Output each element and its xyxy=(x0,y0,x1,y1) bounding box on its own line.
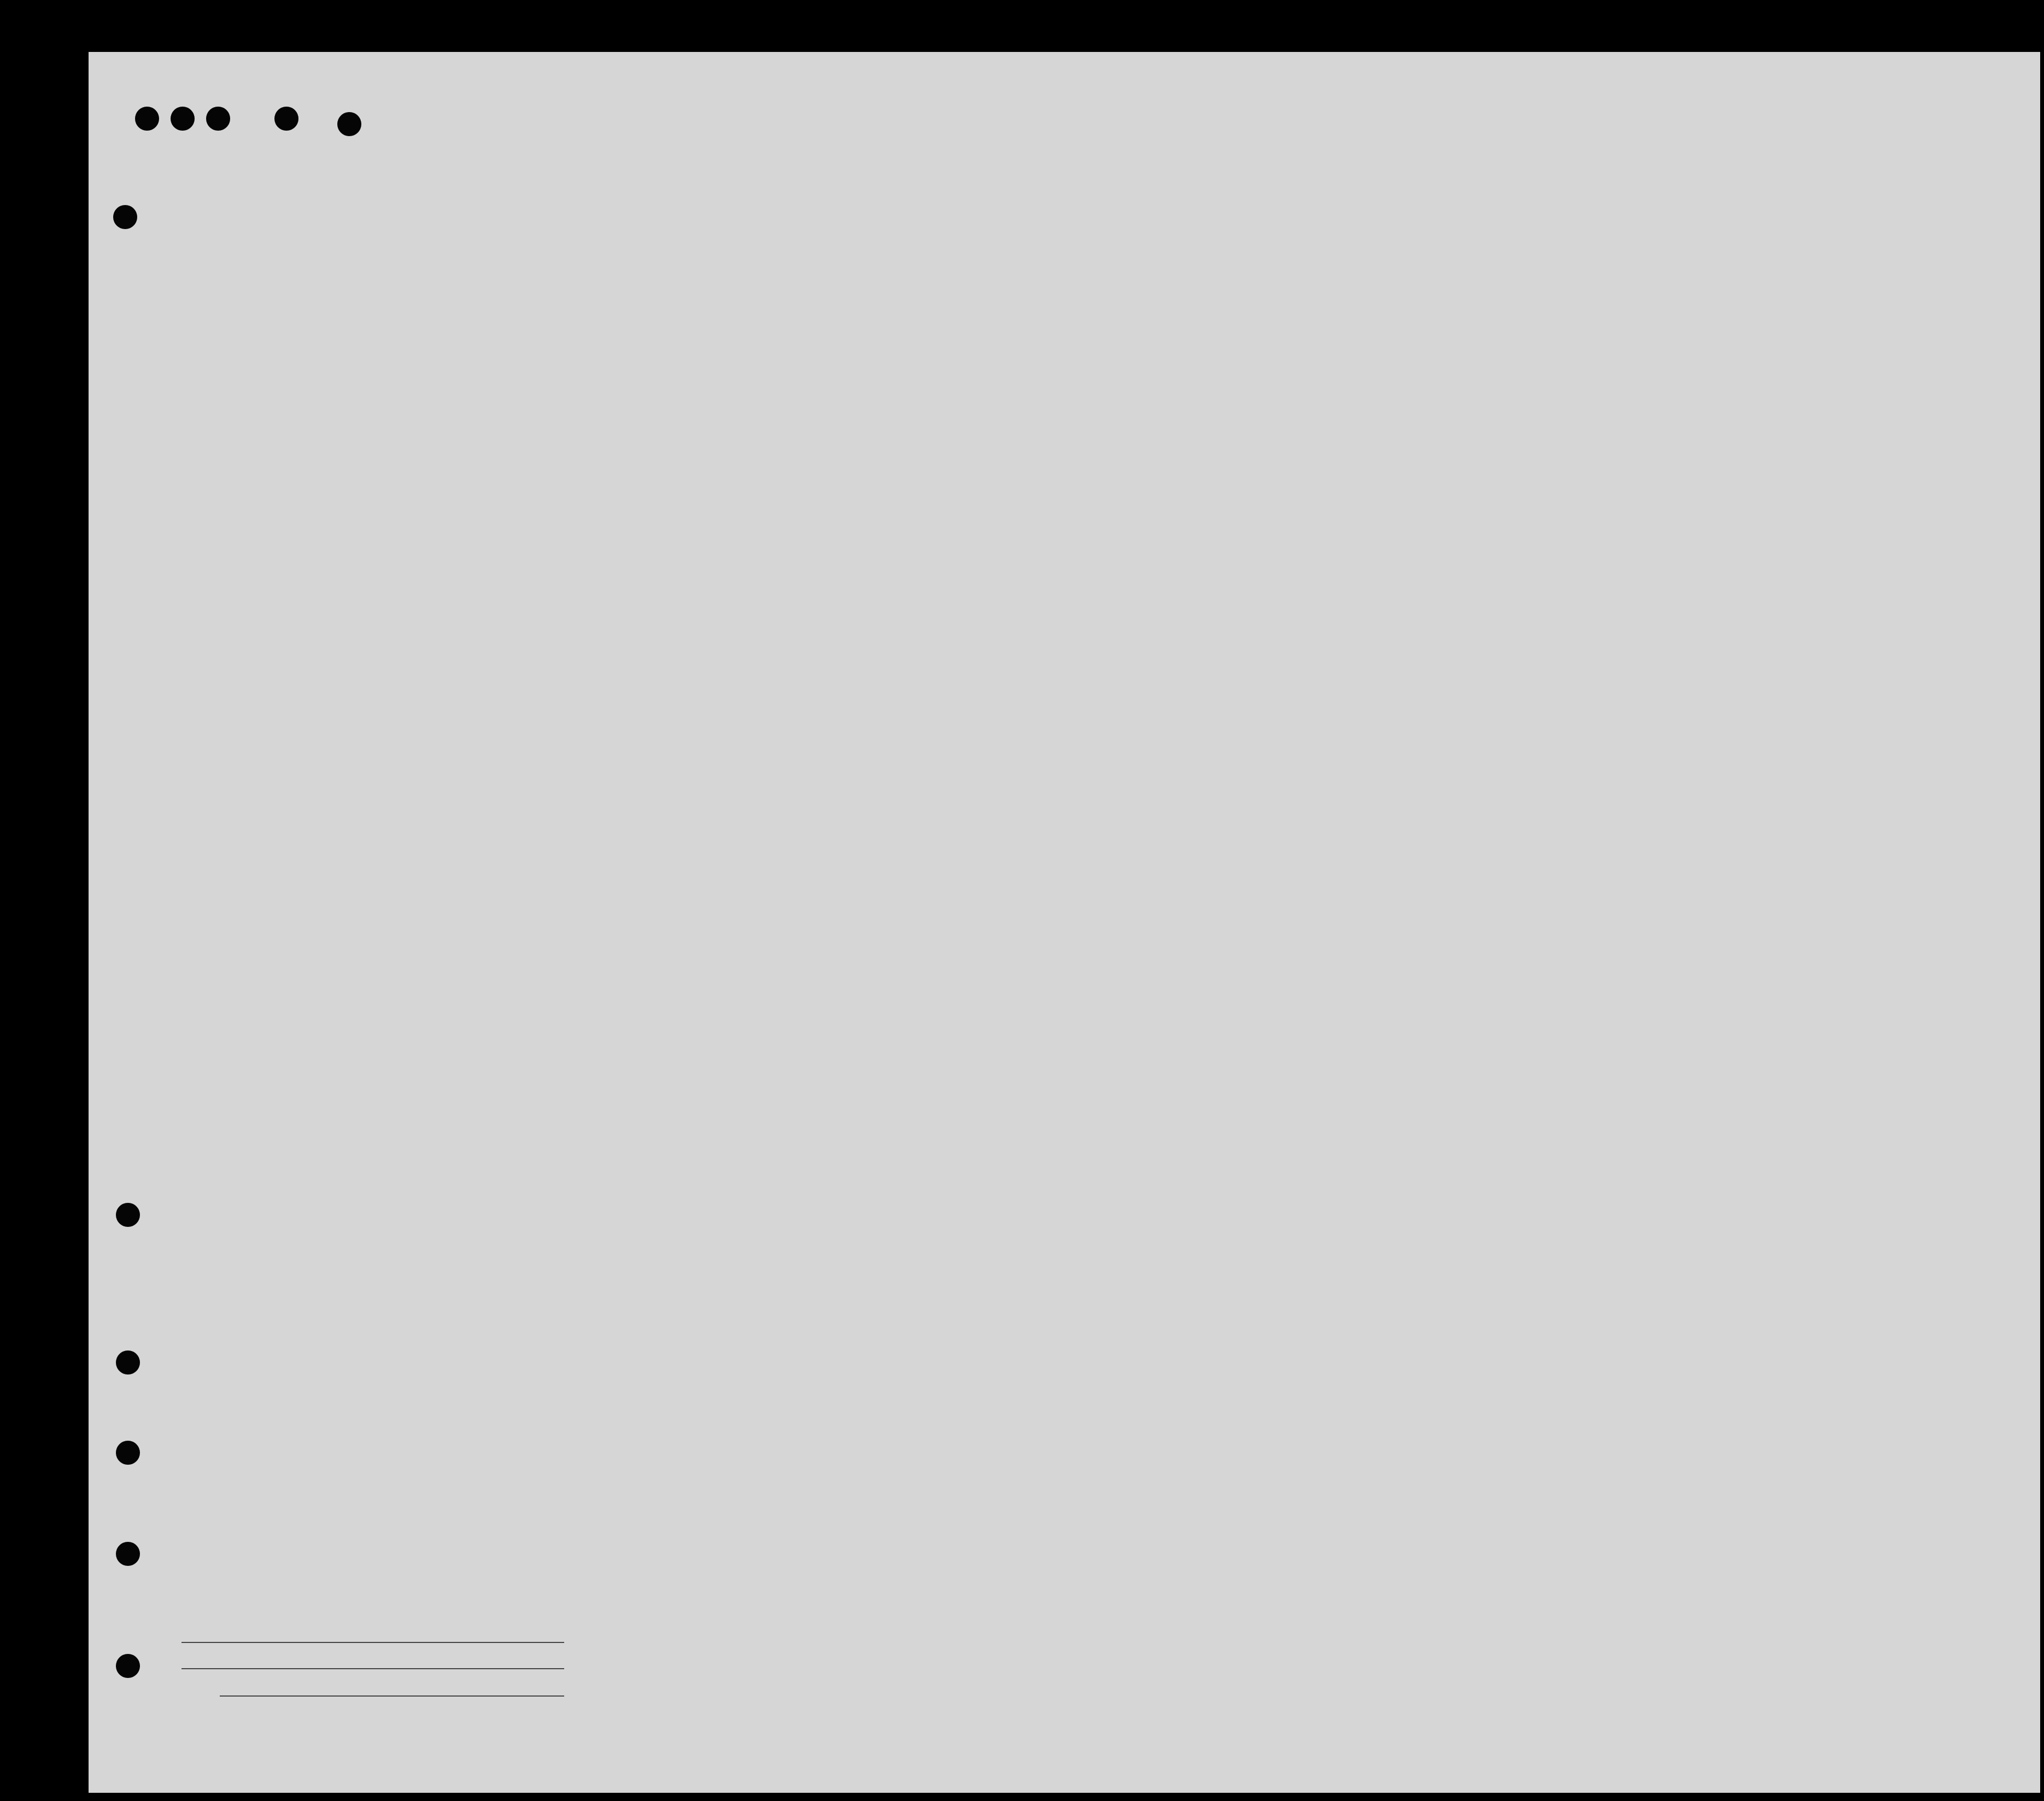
manifest-grid xyxy=(89,52,2040,1793)
manifest-sheet xyxy=(89,52,2040,1793)
agents-underline xyxy=(220,1695,564,1697)
line-underline xyxy=(181,1642,564,1643)
owners-underline xyxy=(181,1668,564,1669)
